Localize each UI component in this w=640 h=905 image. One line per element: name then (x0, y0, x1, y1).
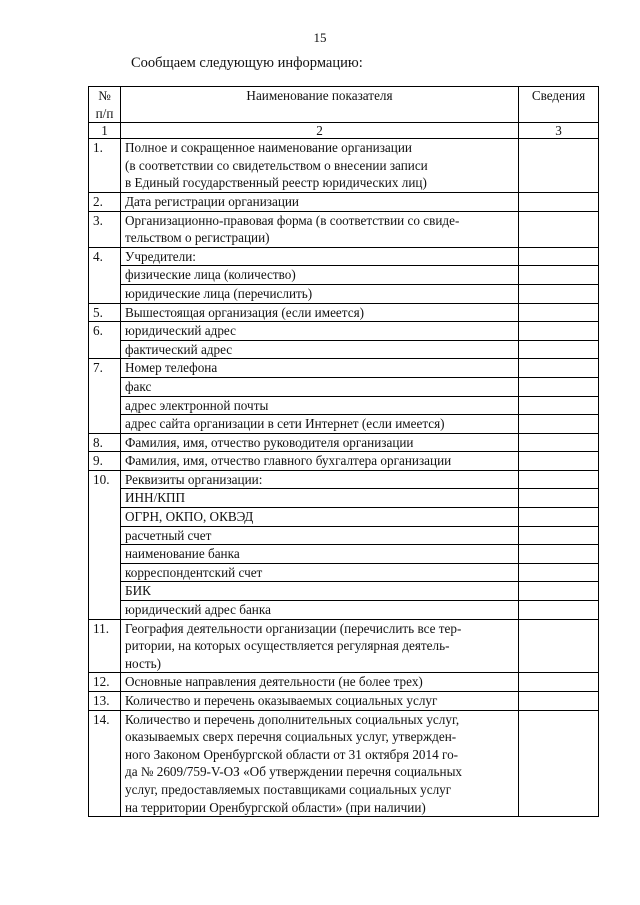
row-value-cell[interactable] (519, 563, 599, 582)
row-value-cell[interactable] (519, 284, 599, 303)
row-indicator-name (121, 470, 519, 489)
row-indicator-name (121, 266, 519, 285)
row-value-cell[interactable] (519, 247, 599, 266)
table-row (89, 192, 599, 211)
table-row (89, 359, 599, 378)
index-cell-2: 2 (121, 123, 519, 139)
row-indicator-name (121, 377, 519, 396)
row-indicator-name (121, 433, 519, 452)
row-text-line: Количество и перечень дополнительных социальных услуг, (125, 711, 460, 727)
row-text-line: Фамилия, имя, отчество руководителя организации (125, 434, 414, 450)
row-text-line: Фамилия, имя, отчество главного бухгалтера организации (125, 453, 452, 469)
row-number: 4. (89, 247, 121, 266)
row-text-line: Вышестоящая организация (если имеется) (125, 304, 365, 320)
row-number (89, 526, 121, 545)
row-text-line: расчетный счет (125, 527, 212, 543)
row-number (89, 489, 121, 508)
row-text-line: Полное и сокращенное наименование организации (125, 140, 412, 156)
row-indicator-name (121, 139, 519, 193)
row-value-cell[interactable] (519, 359, 599, 378)
row-number: 3. (89, 211, 121, 247)
row-value-cell[interactable] (519, 508, 599, 527)
row-value-cell[interactable] (519, 673, 599, 692)
row-text-line: ритории, на которых осуществляется регулярная деятель- (125, 638, 450, 654)
table-index-row (89, 123, 599, 139)
row-indicator-name (121, 322, 519, 341)
row-value-cell[interactable] (519, 582, 599, 601)
row-value-cell[interactable] (519, 470, 599, 489)
row-text-line: услуг, предоставляемых поставщиками социальных услуг (125, 781, 452, 797)
row-value-cell[interactable] (519, 433, 599, 452)
row-text-line: Количество и перечень оказываемых социальных услуг (125, 693, 438, 708)
row-text-line: оказываемых сверх перечня социальных услуг, утвержден- (125, 729, 457, 745)
row-text-line: юридические лица (перечислить) (125, 285, 313, 301)
row-indicator-name (121, 211, 519, 247)
table-row (89, 489, 599, 508)
row-value-cell[interactable] (519, 211, 599, 247)
row-value-cell[interactable] (519, 139, 599, 193)
row-indicator-name (121, 508, 519, 527)
table-row (89, 415, 599, 434)
row-value-cell[interactable] (519, 710, 599, 817)
row-value-cell[interactable] (519, 415, 599, 434)
header-value: Сведения (519, 87, 599, 123)
table-row (89, 563, 599, 582)
row-text-line: Учредители: (125, 248, 196, 264)
row-indicator-name (121, 192, 519, 211)
index-cell-1: 1 (89, 123, 121, 139)
row-number: 13. (89, 692, 121, 711)
row-indicator-name (121, 673, 519, 692)
row-number (89, 396, 121, 415)
row-number: 12. (89, 673, 121, 692)
row-text-line: География деятельности организации (перечислить все тер- (125, 620, 462, 636)
row-number (89, 545, 121, 564)
row-number: 11. (89, 619, 121, 673)
row-text-line: фактический адрес (125, 341, 233, 357)
row-value-cell[interactable] (519, 601, 599, 620)
row-indicator-name (121, 359, 519, 378)
header-number-line2: п/п (95, 105, 114, 121)
row-number (89, 415, 121, 434)
row-indicator-name (121, 601, 519, 620)
row-indicator-name (121, 284, 519, 303)
table-row (89, 508, 599, 527)
row-text-line: ность) (125, 655, 162, 671)
row-text-line: в Единый государственный реестр юридических лиц) (125, 175, 427, 191)
table-row (89, 377, 599, 396)
table-row (89, 340, 599, 359)
table-row (89, 526, 599, 545)
row-text-line: ного Законом Оренбургской области от 31 октября 2014 го- (125, 746, 459, 762)
row-text-line: юридический адрес банка (125, 602, 271, 618)
row-number: 6. (89, 322, 121, 341)
row-indicator-name (121, 619, 519, 673)
table-row (89, 673, 599, 692)
row-value-cell[interactable] (519, 377, 599, 396)
table-row (89, 284, 599, 303)
row-text-line: БИК (125, 583, 151, 599)
row-indicator-name (121, 303, 519, 322)
row-indicator-name (121, 452, 519, 471)
row-text-line: на территории Оренбургской области» (при наличии) (125, 799, 426, 815)
table-row (89, 266, 599, 285)
table-row (89, 211, 599, 247)
row-value-cell[interactable] (519, 526, 599, 545)
row-value-cell[interactable] (519, 489, 599, 508)
table-header-row (89, 87, 599, 123)
row-number (89, 508, 121, 527)
row-number (89, 340, 121, 359)
header-indicator-name: Наименование показателя (121, 87, 519, 123)
row-text-line: (в соответствии со свидетельством о внесении записи (125, 157, 428, 173)
row-number: 1. (89, 139, 121, 193)
row-indicator-name (121, 563, 519, 582)
row-text-line: ОГРН, ОКПО, ОКВЭД (125, 509, 254, 525)
table-row (89, 139, 599, 193)
row-number: 8. (89, 433, 121, 452)
row-value-cell[interactable] (519, 266, 599, 285)
row-text-line: ИНН/КПП (125, 490, 186, 506)
row-value-cell[interactable] (519, 396, 599, 415)
row-number (89, 582, 121, 601)
row-text-line: факс (125, 378, 152, 394)
row-value-cell[interactable] (519, 692, 599, 711)
row-indicator-name (121, 340, 519, 359)
info-table (88, 86, 599, 817)
row-text-line: да № 2609/759-V-ОЗ «Об утверждении перечня социальных (125, 764, 463, 780)
table-row (89, 452, 599, 471)
row-indicator-name (121, 526, 519, 545)
row-text-line: Реквизиты организации: (125, 471, 263, 487)
row-text-line: Организационно-правовая форма (в соответствии со свиде- (125, 212, 460, 228)
row-indicator-name (121, 692, 519, 711)
table-row (89, 433, 599, 452)
table-row (89, 322, 599, 341)
table-row (89, 601, 599, 620)
row-number: 7. (89, 359, 121, 378)
row-text-line: Номер телефона (125, 360, 218, 376)
row-indicator-name (121, 247, 519, 266)
row-text-line: Дата регистрации организации (125, 193, 299, 209)
table-row (89, 692, 599, 711)
row-indicator-name (121, 582, 519, 601)
row-value-cell[interactable] (519, 192, 599, 211)
row-text-line: юридический адрес (125, 323, 236, 339)
row-value-cell[interactable] (519, 340, 599, 359)
row-text-line: наименование банка (125, 546, 240, 562)
header-number (89, 87, 121, 123)
index-cell-3: 3 (519, 123, 599, 139)
row-number: 2. (89, 192, 121, 211)
row-number (89, 563, 121, 582)
row-text-line: Основные направления деятельности (не более трех) (125, 674, 423, 690)
row-number: 5. (89, 303, 121, 322)
row-indicator-name (121, 396, 519, 415)
row-number: 9. (89, 452, 121, 471)
row-indicator-name (121, 545, 519, 564)
row-text-line: корреспондентский счет (125, 564, 263, 580)
table-body (89, 139, 599, 817)
page-number: 15 (313, 30, 327, 45)
table-row (89, 710, 599, 817)
table-row (89, 303, 599, 322)
row-number (89, 284, 121, 303)
row-indicator-name (121, 710, 519, 817)
row-text-line: адрес сайта организации в сети Интернет (если имеется) (125, 416, 445, 432)
row-value-cell[interactable] (519, 452, 599, 471)
row-value-cell[interactable] (519, 619, 599, 673)
row-number: 10. (89, 470, 121, 489)
row-number: 14. (89, 710, 121, 817)
row-number (89, 377, 121, 396)
row-text-line: тельством о регистрации) (125, 230, 270, 246)
row-value-cell[interactable] (519, 303, 599, 322)
table-row (89, 470, 599, 489)
row-number (89, 601, 121, 620)
row-number (89, 266, 121, 285)
table-row (89, 247, 599, 266)
table-row (89, 619, 599, 673)
row-indicator-name (121, 489, 519, 508)
row-value-cell[interactable] (519, 322, 599, 341)
row-text-line: адрес электронной почты (125, 397, 269, 413)
row-indicator-name (121, 415, 519, 434)
row-text-line: физические лица (количество) (125, 267, 296, 283)
table-row (89, 396, 599, 415)
row-value-cell[interactable] (519, 545, 599, 564)
table-row (89, 582, 599, 601)
intro-text: Сообщаем следующую информацию: (131, 55, 363, 71)
table-row (89, 545, 599, 564)
header-number-line1: № (98, 88, 111, 103)
